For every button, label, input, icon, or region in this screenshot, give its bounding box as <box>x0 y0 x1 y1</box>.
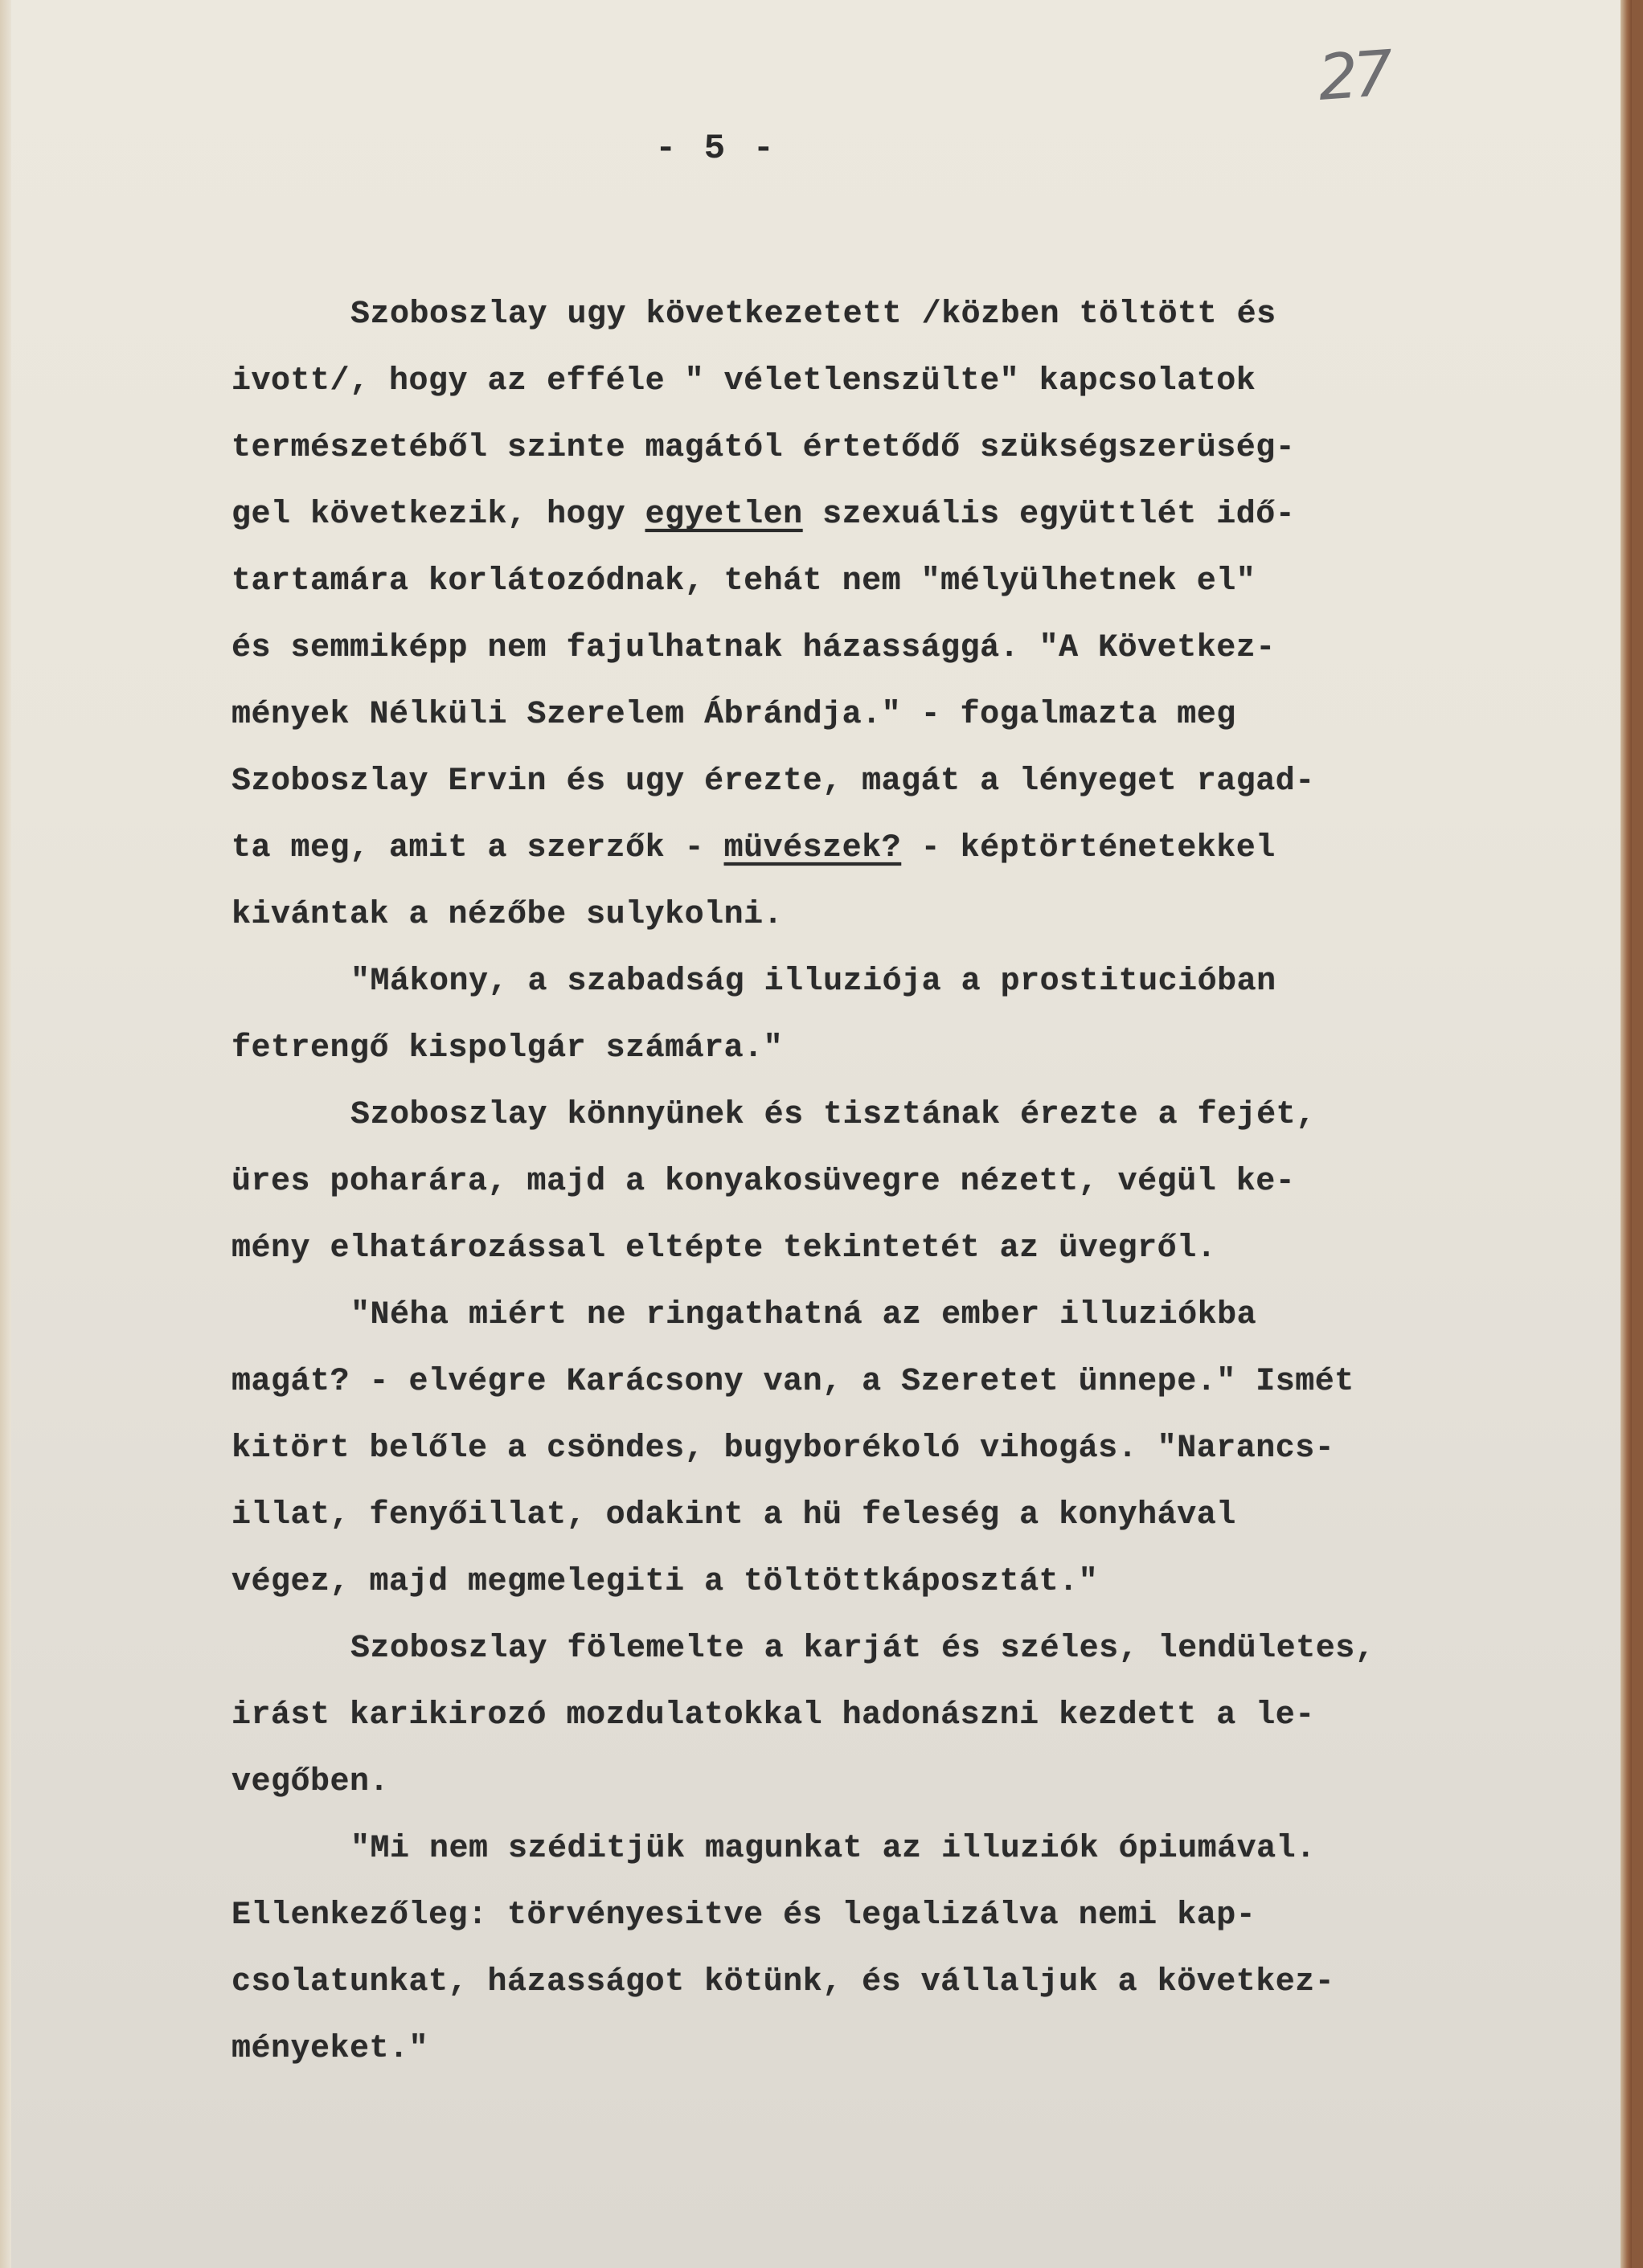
text-line: tartamára korlátozódnak, tehát nem "mélyülhetnek el" <box>231 563 1256 600</box>
text-line: Szoboszlay könnyünek és tisztának érezte a fejét, <box>350 1097 1316 1133</box>
text-line: természetéből szinte magától értetődő szükségszerüség- <box>231 430 1296 466</box>
text-line: mény elhatározással eltépte tekintetét az üvegről. <box>231 1230 1217 1267</box>
text-line: Szoboszlay Ervin és ugy érezte, magát a lényeget ragad- <box>231 764 1315 800</box>
text-line: és semmiképp nem fajulhatnak házassággá. "A Következ- <box>231 630 1276 666</box>
text-line: "Mi nem széditjük magunkat az illuziók ópiumával. <box>350 1831 1316 1867</box>
text-line: kitört belőle a csöndes, bugyborékoló vihogás. "Narancs- <box>231 1431 1335 1467</box>
text-segment: - képtörténetekkel <box>901 830 1276 866</box>
text-line: "Néha miért ne ringathatná az ember illuziókba <box>350 1297 1257 1333</box>
underlined-word: egyetlen <box>645 497 803 533</box>
text-segment: szexuális együttlét idő- <box>802 497 1296 533</box>
paper-right-edge <box>1620 0 1632 2268</box>
text-line: Ellenkezőleg: törvényesitve és legalizálva nemi kap- <box>231 1898 1256 1934</box>
text-line: csolatunkat, házasságot kötünk, és vállaljuk a következ- <box>231 1964 1335 2000</box>
text-line: végez, majd megmelegiti a töltöttkáposztát." <box>231 1564 1099 1600</box>
text-line: fetrengő kispolgár számára." <box>231 1030 784 1066</box>
text-line <box>231 815 1485 882</box>
text-line: magát? - elvégre Karácsony van, a Szeretet ünnepe." Ismét <box>231 1364 1354 1400</box>
text-line: vegőben. <box>231 1764 390 1800</box>
text-line: kivántak a nézőbe sulykolni. <box>231 897 784 933</box>
text-line: ivott/, hogy az efféle " véletlenszülte" kapcsolatok <box>231 363 1256 399</box>
text-line: Szoboszlay ugy következetett /közben töltött és <box>350 297 1276 333</box>
text-line: ményeket." <box>231 2031 429 2067</box>
text-line: Szoboszlay fölemelte a karját és széles, lendületes, <box>350 1631 1375 1667</box>
paper-left-edge <box>0 0 11 2268</box>
text-line: üres poharára, majd a konyakosüvegre nézett, végül ke- <box>231 1164 1296 1200</box>
handwritten-folio-number: 27 <box>1315 38 1391 115</box>
text-line: "Mákony, a szabadság illuziója a prostitucióban <box>350 964 1276 1000</box>
underlined-word: müvészek? <box>723 830 902 866</box>
body-text <box>231 281 1485 2082</box>
text-segment: gel következik, hogy <box>231 497 645 533</box>
text-segment: ta meg, amit a szerzők - <box>231 830 724 866</box>
page-number: - 5 - <box>655 129 778 169</box>
text-line <box>231 481 1485 548</box>
text-line: irást karikirozó mozdulatokkal hadonászni kezdett a le- <box>231 1697 1315 1734</box>
text-line: illat, fenyőillat, odakint a hü feleség a konyhával <box>231 1497 1236 1533</box>
text-line: mények Nélküli Szerelem Ábrándja." - fogalmazta meg <box>231 697 1236 733</box>
